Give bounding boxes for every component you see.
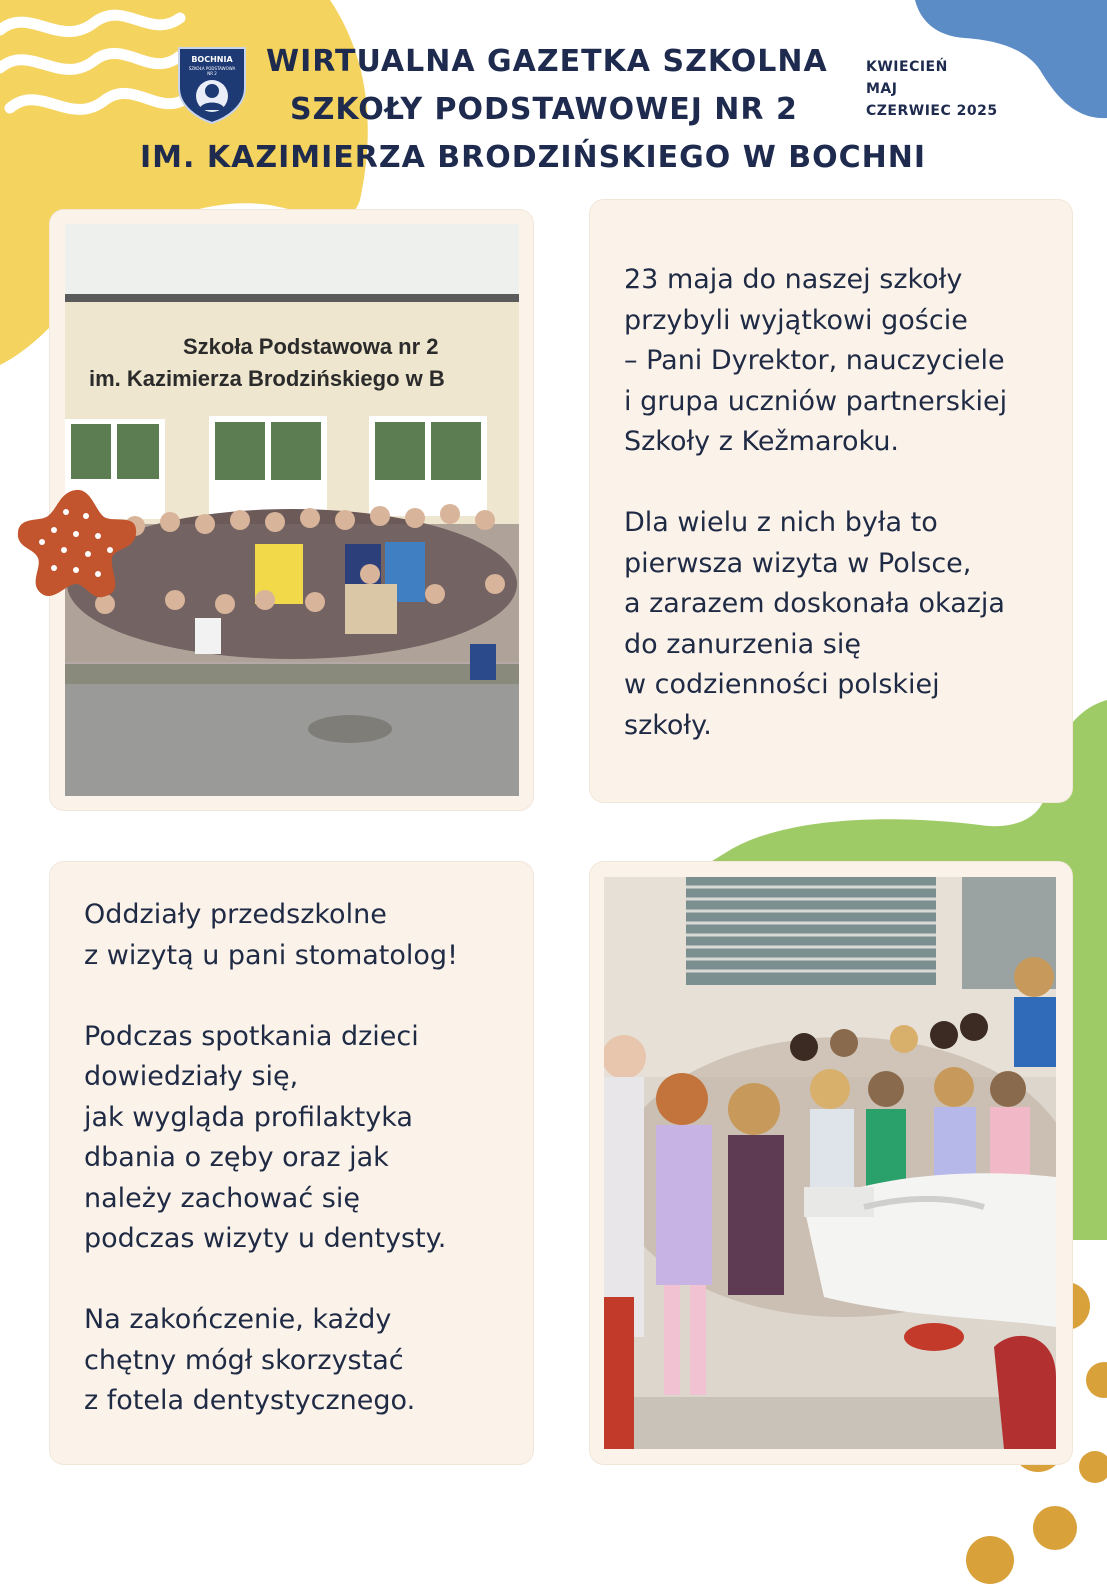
logo-nr: NR 2 (207, 71, 217, 76)
logo-subtext: SZKOŁA PODSTAWOWA (188, 66, 236, 71)
photo-dentist-visit (604, 877, 1056, 1449)
school-sign-line2: im. Kazimierza Brodzińskiego w B (89, 366, 445, 391)
orange-flower-decoration (14, 484, 140, 604)
article1-text: 23 maja do naszej szkoły przybyli wyjątkowi goście – Pani Dyrektor, nauczyciele i grupa uczniów partnerskiej Szkoły z Kežmaroku. Dla wielu z nich była to pierwsza wizyta w Polsce, a zarazem doskonała okazja do zanurzenia się w codzienności polskiej szkoły. (624, 264, 1008, 741)
header-title-line2: SZKOŁY PODSTAWOWEJ NR 2 (290, 92, 798, 127)
school-sign-line1: Szkoła Podstawowa nr 2 (183, 334, 439, 359)
school-logo (175, 44, 249, 124)
month-may: MAJ (866, 81, 898, 97)
header-title-line3: IM. KAZIMIERZA BRODZIŃSKIEGO W BOCHNI (140, 140, 927, 175)
article2-text: Oddziały przedszkolne z wizytą u pani stomatolog! Podczas spotkania dzieci dowiedziały się, jak wygląda profilaktyka dbania o zęby oraz jak należy zachować się podczas wizyty u dentysty. Na zakończenie, każdy chętny mógł skorzystać z fotela dentystycznego. (84, 899, 458, 1416)
month-june: CZERWIEC 2025 (866, 103, 998, 119)
issue-months (866, 56, 998, 122)
header-title-line1: WIRTUALNA GAZETKA SZKOLNA (266, 44, 828, 79)
logo-text: BOCHNIA (191, 55, 233, 64)
month-april: KWIECIEŃ (866, 59, 948, 75)
